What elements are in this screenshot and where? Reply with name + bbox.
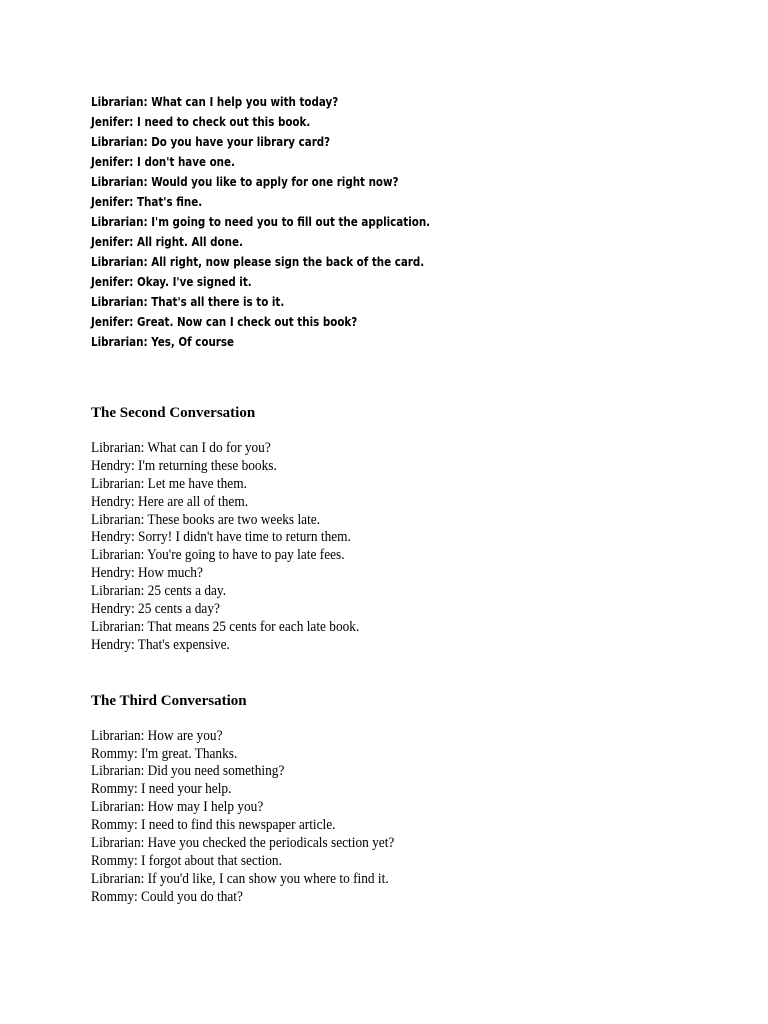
dialogue-line: Librarian: Do you have your library card? [91, 135, 331, 149]
dialogue-line: Rommy: I'm great. Thanks. [91, 745, 238, 762]
dialogue-line: Jenifer: All right. All done. [91, 235, 243, 249]
dialogue-line: Librarian: All right, now please sign the back of the card. [91, 255, 425, 269]
dialogue-line: Hendry: How much? [91, 565, 203, 582]
dialogue-line: Hendry: Sorry! I didn't have time to return them. [91, 529, 351, 546]
dialogue-line: Jenifer: I don't have one. [91, 155, 235, 169]
dialogue-line: Librarian: Did you need something? [91, 763, 285, 780]
dialogue-line: Librarian: What can I help you with today? [91, 95, 339, 109]
dialogue-line: Rommy: I need to find this newspaper article. [91, 817, 336, 834]
dialogue-line: Hendry: That's expensive. [91, 636, 230, 653]
dialogue-line: Librarian: What can I do for you? [91, 440, 271, 456]
third-conversation [91, 728, 711, 907]
dialogue-line: Librarian: Have you checked the periodicals section yet? [91, 835, 395, 852]
dialogue-line: Librarian: 25 cents a day. [91, 583, 227, 600]
dialogue-line: Librarian: That means 25 cents for each late book. [91, 618, 360, 635]
dialogue-line: Librarian: I'm going to need you to fill out the application. [91, 215, 431, 229]
dialogue-line: Librarian: Let me have them. [91, 475, 247, 492]
dialogue-line: Jenifer: Great. Now can I check out this book? [91, 315, 358, 329]
dialogue-line: Hendry: 25 cents a day? [91, 601, 220, 618]
dialogue-line: Librarian: That's all there is to it. [91, 295, 285, 309]
dialogue-line: Librarian: Yes, Of course [91, 335, 235, 349]
dialogue-line: Jenifer: That's fine. [91, 195, 203, 209]
dialogue-line: Rommy: I need your help. [91, 781, 232, 798]
third-conversation-heading: The Third Conversation [91, 692, 247, 709]
document-page [91, 92, 711, 907]
dialogue-line: Librarian: These books are two weeks late. [91, 511, 321, 528]
dialogue-line: Hendry: Here are all of them. [91, 493, 249, 510]
dialogue-line: Jenifer: Okay. I've signed it. [91, 275, 252, 289]
second-conversation [91, 440, 711, 655]
dialogue-line: Librarian: If you'd like, I can show you where to find it. [91, 870, 389, 887]
dialogue-line: Librarian: How are you? [91, 727, 223, 744]
dialogue-line: Jenifer: I need to check out this book. [91, 115, 311, 129]
first-conversation [91, 92, 711, 352]
dialogue-line: Rommy: I forgot about that section. [91, 852, 282, 869]
dialogue-line: Librarian: How may I help you? [91, 799, 264, 816]
second-conversation-heading: The Second Conversation [91, 405, 256, 421]
dialogue-line: Hendry: I'm returning these books. [91, 457, 277, 474]
dialogue-line: Librarian: Would you like to apply for one right now? [91, 175, 399, 189]
dialogue-line: Librarian: You're going to have to pay late fees. [91, 547, 345, 564]
dialogue-line: Rommy: Could you do that? [91, 888, 243, 905]
